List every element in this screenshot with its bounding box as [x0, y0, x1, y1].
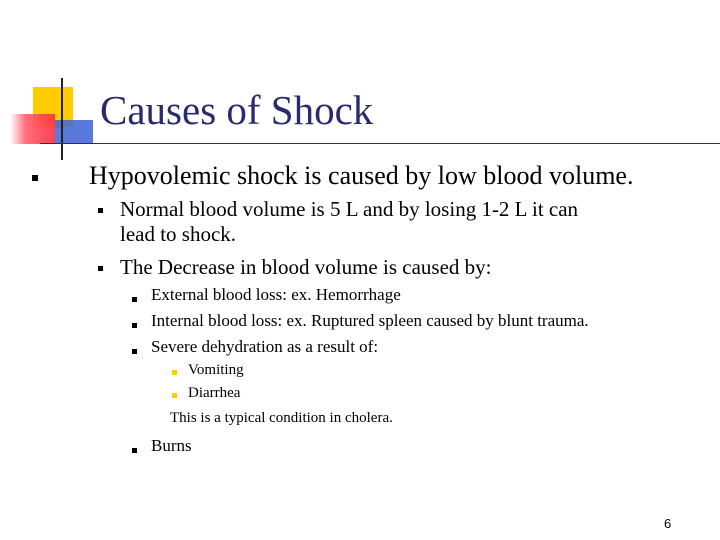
note-text: This is a typical condition in cholera.: [170, 410, 393, 426]
bullet-sub1-text-line2: lead to shock.: [120, 222, 237, 246]
bullet-square-icon: [172, 393, 177, 398]
decorative-vertical-line: [61, 78, 63, 160]
bullet-l3-4-text: Burns: [151, 436, 192, 455]
bullet-square-icon: [98, 266, 103, 271]
title-underline: [40, 143, 720, 144]
bullet-l4-2-text: Diarrhea: [188, 385, 241, 401]
bullet-square-icon: [172, 370, 177, 375]
bullet-square-icon: [132, 448, 137, 453]
page-number: 6: [664, 516, 672, 531]
bullet-l4-1-text: Vomiting: [188, 362, 244, 378]
bullet-square-icon: [132, 323, 137, 328]
bullet-square-icon: [32, 175, 38, 181]
bullet-l3-1-text: External blood loss: ex. Hemorrhage: [151, 285, 401, 304]
bullet-main-text: Hypovolemic shock is caused by low blood volume.: [89, 161, 634, 190]
bullet-sub1-text-line1: Normal blood volume is 5 L and by losing 1-2 L it can: [120, 197, 579, 221]
bullet-square-icon: [98, 208, 103, 213]
bullet-sub2-text: The Decrease in blood volume is caused by:: [120, 255, 492, 279]
bullet-l3-3-text: Severe dehydration as a result of:: [151, 337, 379, 356]
decorative-red-gradient-bar: [10, 114, 55, 144]
bullet-square-icon: [132, 349, 137, 354]
bullet-l3-2-text: Internal blood loss: ex. Ruptured spleen caused by blunt trauma.: [151, 311, 589, 330]
bullet-square-icon: [132, 297, 137, 302]
slide-title: Causes of Shock: [100, 87, 374, 133]
